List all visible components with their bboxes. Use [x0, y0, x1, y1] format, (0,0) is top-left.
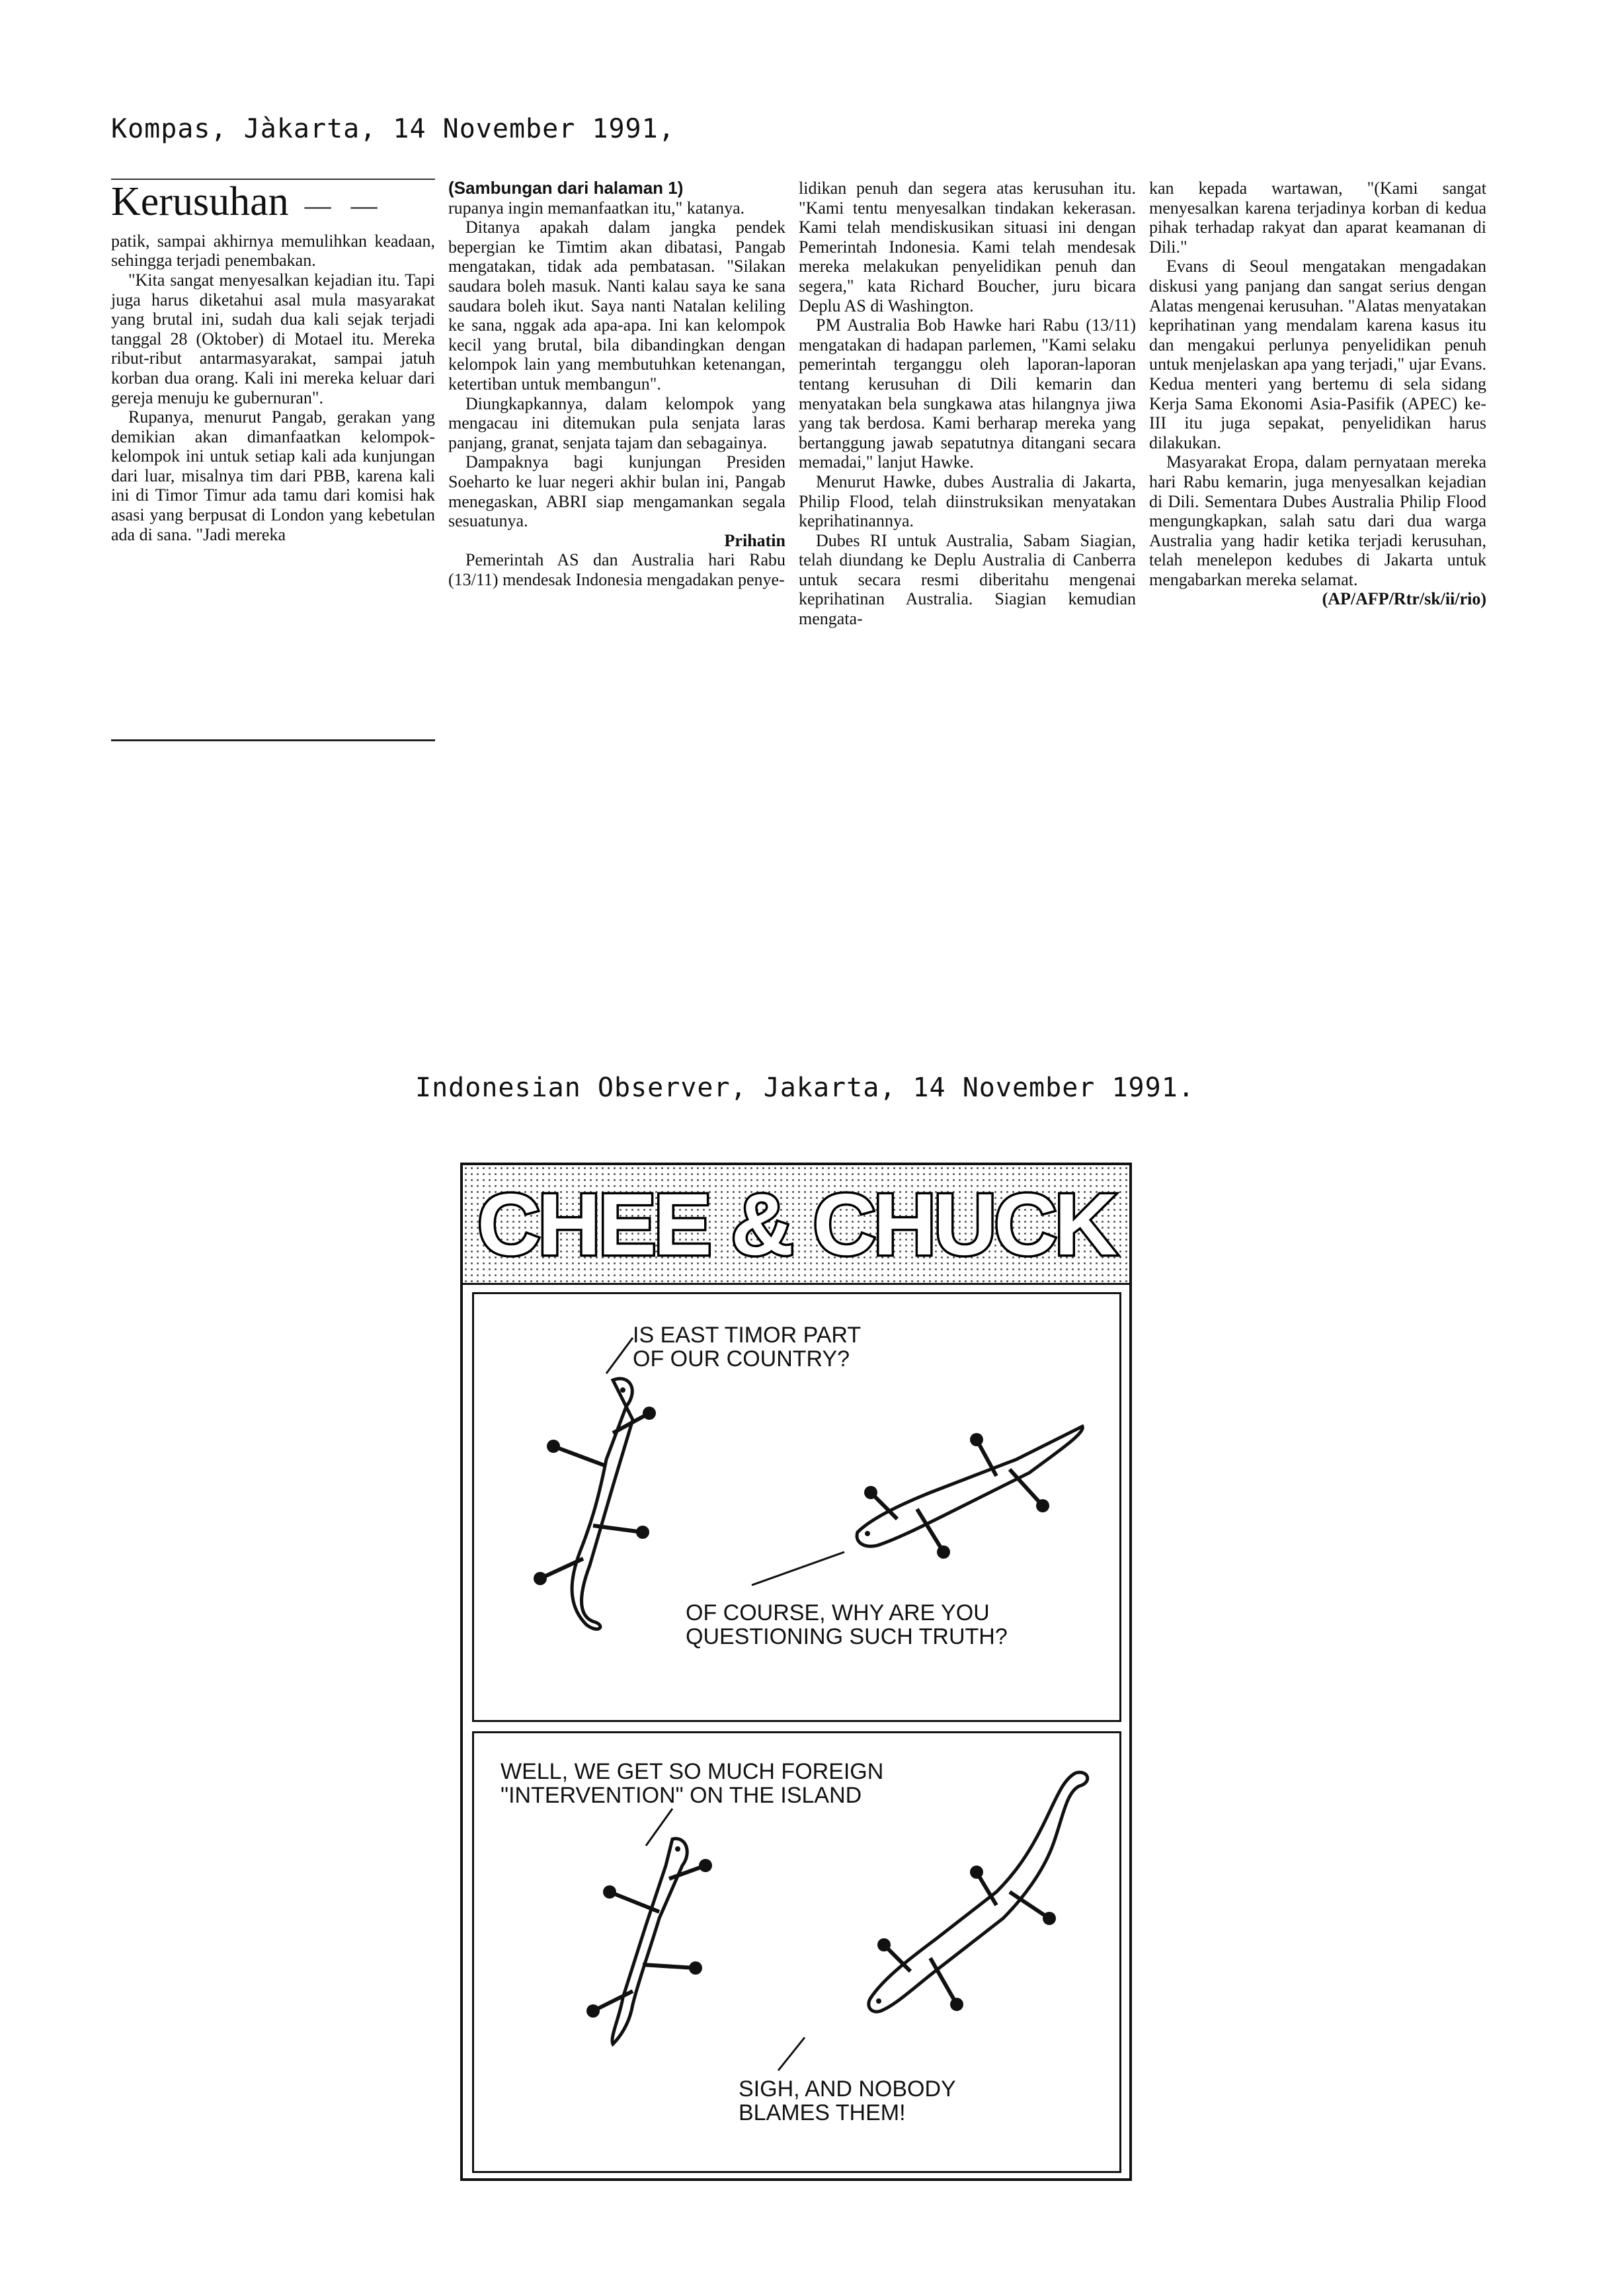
source-observer: Indonesian Observer, Jakarta, 14 November 1991.: [415, 1073, 1195, 1103]
balloon-line: OF OUR COUNTRY?: [633, 1346, 850, 1372]
paragraph: kan kepada wartawan, "(Kami sangat menyesalkan karena terjadinya korban di kedua pihak terhadap rakyat dan aparat keamanan di Dili.": [1149, 179, 1486, 257]
speech-balloon-answer: [686, 1601, 1008, 1649]
gecko-chuck-icon-2: [844, 1760, 1096, 2024]
paragraph: PM Australia Bob Hawke hari Rabu (13/11) mengatakan di hadapan parlemen, "Kami selaku pemerintah terganggu oleh laporan-laporan tentang kerusuhan di Dili kemarin dan menyatakan bela sungkawa atas hilangnya jiwa yang tak berdosa. Kami berharap mereka yang bertanggung jawab sepatutnya ditangani secara memadai," lanjut Hawke.: [799, 315, 1136, 472]
balloon-line: OF COURSE, WHY ARE YOU: [686, 1600, 990, 1625]
balloon-line: BLAMES THEM!: [739, 2100, 906, 2125]
article-column-4: [1149, 179, 1486, 609]
balloon-line: "INTERVENTION" ON THE ISLAND: [501, 1783, 862, 1808]
source-kompas: Kompas, Jàkarta, 14 November 1991,: [111, 114, 675, 144]
paragraph: patik, sampai akhirnya memulihkan keadaan, sehingga terjadi penembakan.: [111, 231, 435, 270]
article-column-1: [111, 179, 435, 544]
paragraph: "Kita sangat menyesalkan kejadian itu. Tapi juga harus diketahui asal mula masyarakat yang brutal ini, sudah dua kali sejak terjadi tanggal 28 (Oktober) di Motael itu. Mereka ribut-ribut antarmasyarakat, sampai jatuh korban dua orang. Kali ini mereka keluar dari gereja menuju ke gubernuran".: [111, 270, 435, 407]
balloon-line: WELL, WE GET SO MUCH FOREIGN: [501, 1759, 884, 1784]
newspaper-clipping-kompas: [111, 179, 1486, 886]
subheading: Prihatin: [724, 530, 785, 550]
paragraph: Masyarakat Eropa, dalam pernyataan mereka hari Rabu kemarin, juga menyesalkan kejadian di Dili. Sementara Dubes Australia Philip Flood mengungkapkan, salah satu dari dua warga Australia yang hadir ketika terjadi kerusuhan, telah menelepon kedubes di Jakarta untuk mengabarkan mereka selamat.: [1149, 452, 1486, 589]
comic-panel-2: [472, 1731, 1121, 2173]
paragraph: Pemerintah AS dan Australia hari Rabu (13/11) mendesak Indonesia mengadakan penye-: [448, 550, 785, 589]
paragraph: Dubes RI untuk Australia, Sabam Siagian, telah diundang ke Deplu Australia di Canberra untuk secara resmi diberitahu mengenai keprihatinan Australia. Siagian kemudian mengata-: [799, 530, 1136, 629]
balloon-line: QUESTIONING SUCH TRUTH?: [686, 1624, 1008, 1649]
pointer-line-4: [778, 2037, 805, 2070]
paragraph: Diungkapkannya, dalam kelompok yang mengacau ini ditemukan pula senjata laras panjang, granat, senjata tajam dan sebagainya.: [448, 393, 785, 452]
article-column-2: [448, 179, 785, 589]
gecko-chee-icon: [514, 1360, 659, 1638]
paragraph: Rupanya, menurut Pangab, gerakan yang demikian akan dimanfaatkan kelompok-kelompok ini untuk setiap kali ada kunjungan dari luar, misalnya tim dari PBB, karena kali ini di Timor Timur ada tamu dari komisi hak asasi yang berpusat di London yang kebetulan ada di sana. "Jadi mereka: [111, 407, 435, 544]
headline-dash: — —: [304, 190, 384, 220]
comic-panel-1: [472, 1292, 1121, 1722]
news-agency-credit: (AP/AFP/Rtr/sk/ii/rio): [1322, 589, 1486, 609]
article-column-3: [799, 179, 1136, 629]
paragraph: Dampaknya bagi kunjungan Presiden Soeharto ke luar negeri akhir bulan ini, Pangab menegaskan, ABRI siap mengamankan segala sesuatunya.: [448, 452, 785, 531]
pointer-line-2: [752, 1552, 844, 1585]
balloon-line: IS EAST TIMOR PART: [633, 1323, 862, 1348]
paragraph: rupanya ingin memanfaatkan itu," katanya.: [448, 198, 745, 218]
paragraph: Evans di Seoul mengatakan mengadakan diskusi yang panjang dan sangat serius dengan Alatas mengenai kerusuhan. "Alatas menyatakan keprihatinan yang mendalam karena kasus itu dan mengakui perlunya penyelidikan penuh untuk menjelaskan apa yang terjadi," ujar Evans. Kedua menteri yang bertemu di sela sidang Kerja Sama Ekonomi Asia-Pasifik (APEC) ke-III itu juga sepakat, penyelidikan harus dilakukan.: [1149, 257, 1486, 452]
comic-strip: [460, 1163, 1132, 2181]
continuation-note: (Sambungan dari halaman 1): [448, 178, 684, 198]
column-end-rule: [111, 739, 435, 741]
paragraph: lidikan penuh dan segera atas kerusuhan itu. "Kami tentu menyesalkan tindakan kekerasan. Kami telah mendiskusikan situasi ini dengan Pemerintah Indonesia. Kami telah mendesak mereka melakukan penyelidikan penuh dan segera," kata Richard Boucher, juru bicara Deplu AS di Washington.: [799, 179, 1136, 315]
comic-title: CHEE & CHUCK: [477, 1176, 1115, 1273]
gecko-chuck-icon: [844, 1420, 1096, 1565]
article-headline: [111, 179, 435, 229]
headline-text: Kerusuhan: [111, 179, 289, 224]
paragraph: Menurut Hawke, dubes Australia di Jakarta, Philip Flood, telah diinstruksikan menyatakan keprihatinannya.: [799, 472, 1136, 531]
speech-balloon-sigh: [739, 2077, 956, 2125]
paragraph: Ditanya apakah dalam jangka pendek bepergian ke Timtim akan dibatasi, Pangab mengatakan, tidak ada pembatasan. "Silakan saudara boleh masuk. Nanti kalau saya ke sana saudara boleh ikut. Saya nanti Natalan keliling ke sana, nggak ada apa-apa. Ini kan kelompok kecil yang brutal, bila dibandingkan dengan kelompok lain yang membutuhkan ketenangan, ketertiban untuk membangun".: [448, 218, 785, 393]
balloon-line: SIGH, AND NOBODY: [739, 2076, 956, 2102]
comic-title-banner: [463, 1165, 1129, 1285]
gecko-chee-icon-2: [573, 1826, 712, 2051]
